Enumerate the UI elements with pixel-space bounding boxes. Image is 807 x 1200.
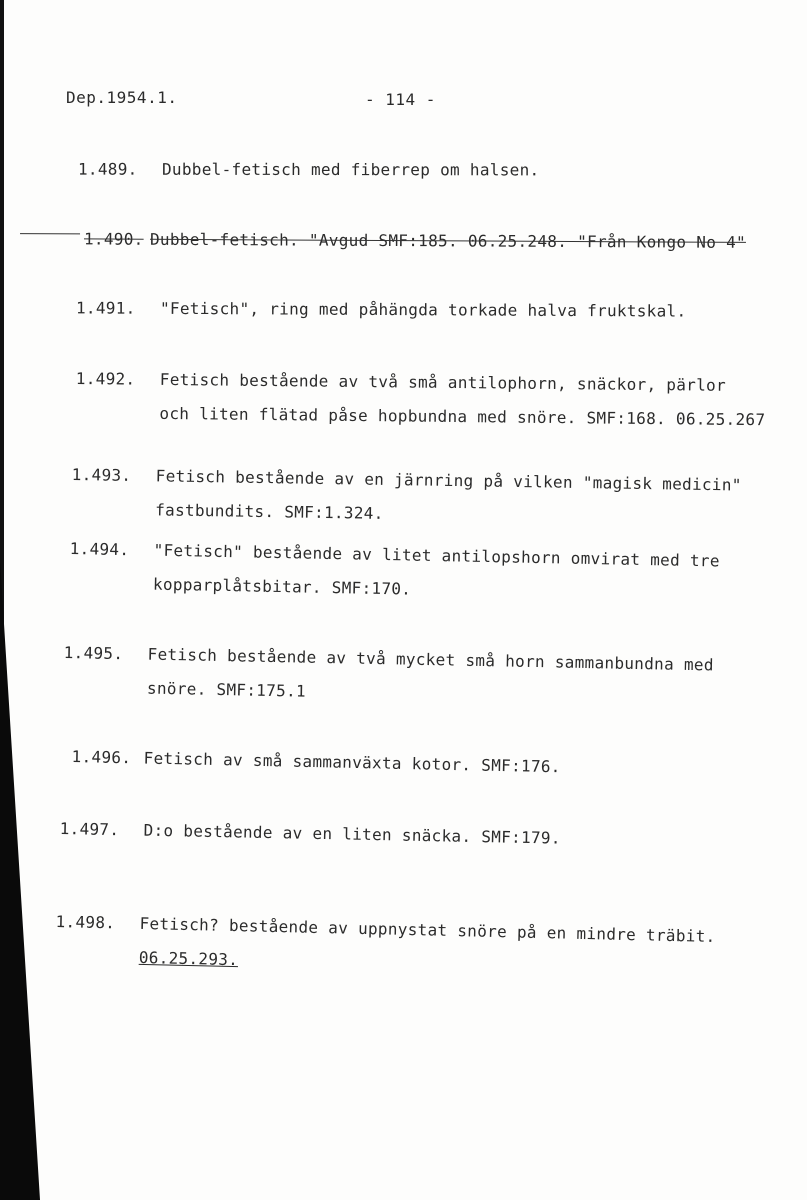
catalog-entry — [71, 740, 561, 784]
entry-text: Fetisch? bestående av uppnystat snöre på en mindre träbit. — [139, 913, 716, 946]
entry-text: Dubbel-fetisch med fiberrep om halsen. — [161, 159, 540, 180]
entry-text-continued: fastbundits. SMF:1.324. — [155, 500, 384, 523]
entry-text-continued: kopparplåtsbitar. SMF:170. — [152, 574, 412, 599]
entry-text-continued: 06.25.293. — [138, 947, 239, 970]
catalog-entry — [71, 458, 742, 537]
strike-lead-line — [20, 233, 80, 234]
entry-number: 1.494. — [69, 538, 130, 560]
entry-number: 1.493. — [71, 464, 132, 485]
document-reference: Dep.1954.1. — [66, 88, 178, 107]
catalog-entry — [76, 291, 687, 328]
catalog-entry — [63, 636, 714, 716]
entry-text: D:o bestående av en liten snäcka. SMF:179. — [143, 820, 561, 848]
entry-text: Fetisch av små sammanväxta kotor. SMF:176. — [143, 748, 561, 777]
page-number: - 114 - — [365, 90, 436, 109]
catalog-entry — [54, 905, 715, 988]
entry-number: 1.490. — [83, 229, 144, 249]
entry-text: Fetisch bestående av två mycket små horn sammanbundna med — [147, 644, 714, 675]
entry-number: 1.498. — [55, 911, 116, 933]
entry-number: 1.495. — [63, 642, 124, 664]
catalog-entry — [59, 812, 561, 856]
entry-number: 1.497. — [59, 818, 120, 840]
entry-text: "Fetisch", ring med påhängda torkade halva fruktskal. — [159, 298, 687, 321]
entry-text: Fetisch bestående av en järnring på vilken "magisk medicin" — [155, 466, 742, 495]
entry-text-continued: snöre. SMF:175.1 — [146, 678, 307, 701]
catalog-entry — [69, 532, 720, 612]
entry-number: 1.489. — [77, 159, 138, 179]
entry-text: "Fetisch" bestående av litet antilopshorn omvirat med tre — [153, 540, 720, 571]
entry-number: 1.496. — [71, 746, 132, 768]
entry-text-continued: och liten flätad påse hopbundna med snöre. SMF:168. 06.25.267 — [159, 403, 766, 430]
entry-text: Dubbel-fetisch. "Avgud SMF:185. 06.25.248. "Från Kongo No 4" — [149, 229, 747, 252]
catalog-entry — [75, 362, 766, 437]
catalog-entry — [78, 153, 540, 188]
entry-text: Fetisch bestående av två små antilophorn, snäckor, pärlor — [159, 369, 727, 395]
catalog-entry-struck — [20, 222, 746, 260]
binding-edge — [0, 560, 40, 1200]
entry-number: 1.492. — [75, 368, 136, 389]
entry-number: 1.491. — [75, 298, 136, 318]
